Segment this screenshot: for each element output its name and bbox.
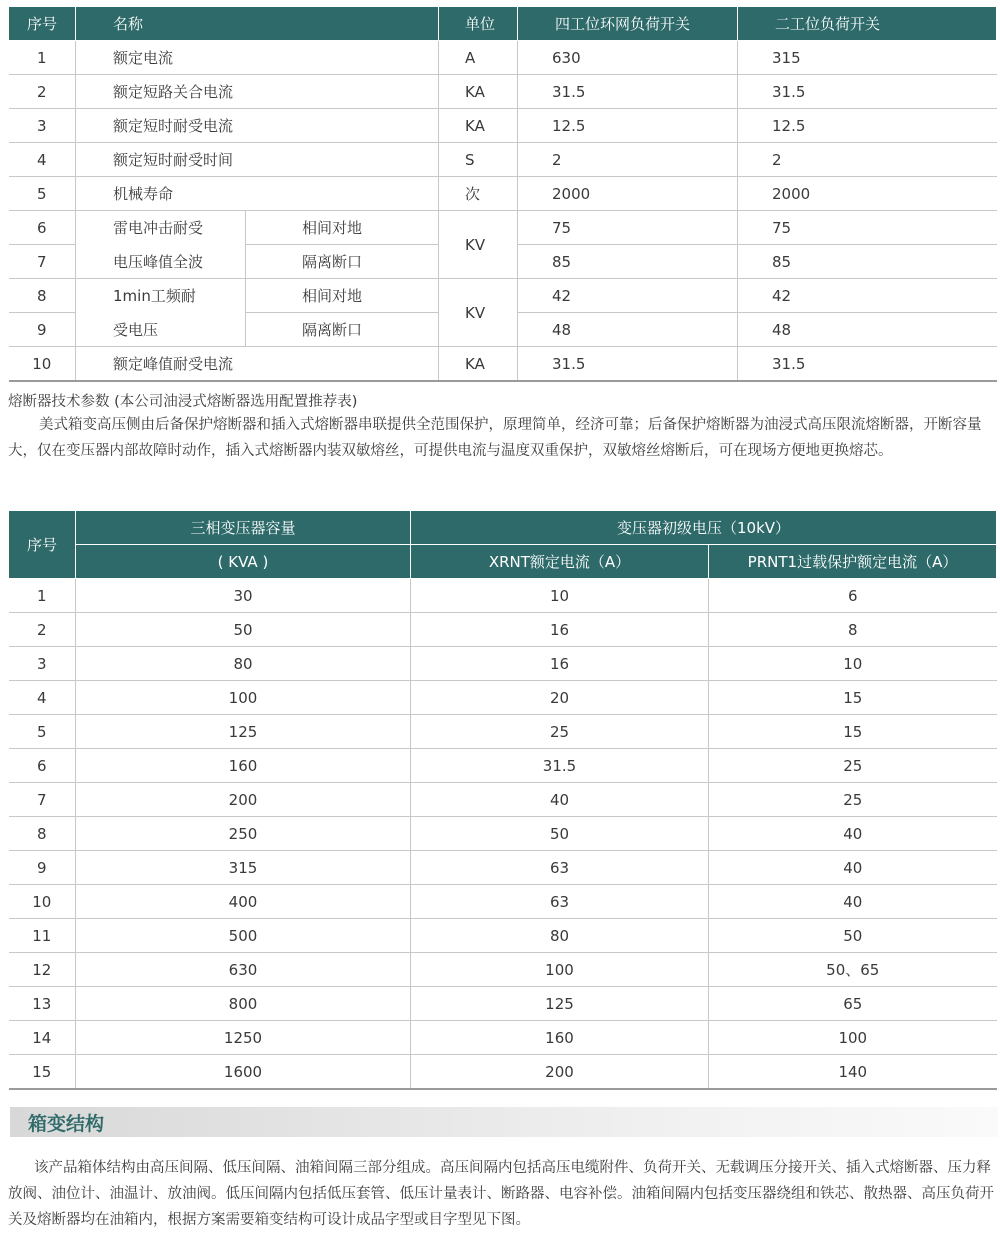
fuse-description: 美式箱变高压侧由后备保护熔断器和插入式熔断器串联提供全范围保护，原理简单，经济可靠；后备保护熔断器为油浸式高压限流熔断器，开断容量大，仅在变压器内部故障时动作，插入式熔断器内装双敏熔丝，可提供电流与温度双重保护，双敏熔丝熔断后，可在现场方便地更换熔芯。 [8, 417, 982, 459]
row-capacity: 500 [76, 919, 411, 953]
row-prnt-current: 140 [709, 1055, 997, 1090]
row-capacity: 30 [76, 579, 411, 613]
row-value-four: 31.5 [518, 347, 738, 382]
row-value-two: 42 [738, 279, 997, 313]
row-idx: 4 [9, 143, 76, 177]
table-row [9, 953, 997, 987]
row-value-four: 48 [518, 313, 738, 347]
header-idx: 序号 [9, 7, 76, 41]
row-idx: 13 [9, 987, 76, 1021]
row-xrnt-current: 63 [411, 851, 709, 885]
row-unit: KA [439, 347, 518, 382]
row-prnt-current: 40 [709, 885, 997, 919]
table-header-row [9, 545, 997, 579]
table-row [9, 279, 997, 313]
table-row [9, 817, 997, 851]
row-idx: 6 [9, 749, 76, 783]
row-idx: 14 [9, 1021, 76, 1055]
table-row [9, 681, 997, 715]
row-subname: 隔离断口 [246, 245, 439, 279]
row-capacity: 160 [76, 749, 411, 783]
row-value-two: 31.5 [738, 75, 997, 109]
table-row [9, 1021, 997, 1055]
row-value-two: 2000 [738, 177, 997, 211]
row-capacity: 50 [76, 613, 411, 647]
table-row [9, 1055, 997, 1090]
fuse-table-body [9, 579, 997, 1090]
fuse-section-title: 熔断器技术参数 (本公司油浸式熔断器选用配置推荐表) [8, 394, 358, 410]
header-capacity: 三相变压器容量 [76, 511, 411, 545]
table-row [9, 347, 997, 382]
row-name: 机械寿命 [76, 177, 439, 211]
table-row [9, 579, 997, 613]
row-value-four: 75 [518, 211, 738, 245]
row-value-four: 85 [518, 245, 738, 279]
table-row [9, 177, 997, 211]
table-row [9, 851, 997, 885]
section-title: 箱变结构 [28, 1113, 105, 1135]
row-idx: 10 [9, 885, 76, 919]
fuse-rating-table [8, 510, 997, 1090]
row-idx: 12 [9, 953, 76, 987]
row-xrnt-current: 31.5 [411, 749, 709, 783]
structure-description: 该产品箱体结构由高压间隔、低压间隔、油箱间隔三部分组成。高压间隔内包括高压电缆附件、负荷开关、无载调压分接开关、插入式熔断器、压力释放阀、油位计、油温计、放油阀。低压间隔内包括低压套管、低压计量表计、断路器、电容补偿。油箱间隔内包括变压器绕组和铁芯、散热器、高压负荷开关及熔断器均在油箱内，根据方案需要箱变结构可设计成品字型或目字型见下图。 [8, 1160, 994, 1228]
row-xrnt-current: 80 [411, 919, 709, 953]
row-name: 电压峰值全波 [76, 245, 246, 279]
row-name: 1min工频耐 [76, 279, 246, 313]
row-value-four: 2 [518, 143, 738, 177]
row-value-two: 48 [738, 313, 997, 347]
header-primary-voltage: 变压器初级电压（10kV） [411, 511, 997, 545]
row-xrnt-current: 160 [411, 1021, 709, 1055]
row-prnt-current: 50、65 [709, 953, 997, 987]
row-prnt-current: 8 [709, 613, 997, 647]
row-xrnt-current: 100 [411, 953, 709, 987]
row-idx: 4 [9, 681, 76, 715]
row-prnt-current: 65 [709, 987, 997, 1021]
row-idx: 3 [9, 109, 76, 143]
row-idx: 5 [9, 715, 76, 749]
row-prnt-current: 25 [709, 749, 997, 783]
table-row [9, 143, 997, 177]
row-subname: 相间对地 [246, 211, 439, 245]
row-capacity: 125 [76, 715, 411, 749]
header-idx: 序号 [9, 511, 76, 579]
row-subname: 隔离断口 [246, 313, 439, 347]
row-prnt-current: 40 [709, 851, 997, 885]
header-xrnt-current: XRNT额定电流（A） [411, 545, 709, 579]
table-row [9, 749, 997, 783]
row-capacity: 80 [76, 647, 411, 681]
row-unit: KV [439, 211, 518, 279]
table-row [9, 75, 997, 109]
row-value-two: 75 [738, 211, 997, 245]
row-name: 受电压 [76, 313, 246, 347]
row-value-two: 31.5 [738, 347, 997, 382]
section-header-bar [10, 1107, 998, 1137]
row-subname: 相间对地 [246, 279, 439, 313]
row-name: 额定短时耐受电流 [76, 109, 439, 143]
row-xrnt-current: 63 [411, 885, 709, 919]
row-prnt-current: 6 [709, 579, 997, 613]
row-unit: A [439, 41, 518, 75]
table-row [9, 987, 997, 1021]
row-idx: 8 [9, 817, 76, 851]
row-idx: 5 [9, 177, 76, 211]
row-xrnt-current: 16 [411, 647, 709, 681]
row-idx: 9 [9, 313, 76, 347]
row-xrnt-current: 50 [411, 817, 709, 851]
row-capacity: 100 [76, 681, 411, 715]
row-xrnt-current: 25 [411, 715, 709, 749]
row-idx: 2 [9, 613, 76, 647]
row-value-four: 31.5 [518, 75, 738, 109]
table-row [9, 109, 997, 143]
row-idx: 15 [9, 1055, 76, 1090]
row-xrnt-current: 125 [411, 987, 709, 1021]
row-idx: 7 [9, 245, 76, 279]
header-name: 名称 [76, 7, 439, 41]
row-idx: 11 [9, 919, 76, 953]
row-capacity: 250 [76, 817, 411, 851]
row-capacity: 200 [76, 783, 411, 817]
table-header-row [9, 7, 997, 41]
row-idx: 10 [9, 347, 76, 382]
row-capacity: 1250 [76, 1021, 411, 1055]
row-value-four: 42 [518, 279, 738, 313]
table-header-row [9, 511, 997, 545]
row-idx: 1 [9, 579, 76, 613]
header-prnt-current: PRNT1过载保护额定电流（A） [709, 545, 997, 579]
table-row [9, 715, 997, 749]
row-value-two: 12.5 [738, 109, 997, 143]
header-unit: 单位 [439, 7, 518, 41]
row-prnt-current: 100 [709, 1021, 997, 1055]
row-xrnt-current: 200 [411, 1055, 709, 1090]
header-capacity-unit: ( KVA ) [76, 545, 411, 579]
load-switch-spec-table [8, 6, 997, 382]
header-four-position: 四工位环网负荷开关 [518, 7, 738, 41]
row-name: 额定短时耐受时间 [76, 143, 439, 177]
row-idx: 6 [9, 211, 76, 245]
row-idx: 3 [9, 647, 76, 681]
row-capacity: 315 [76, 851, 411, 885]
row-idx: 8 [9, 279, 76, 313]
table-row [9, 41, 997, 75]
row-idx: 9 [9, 851, 76, 885]
header-two-position: 二工位负荷开关 [738, 7, 997, 41]
row-prnt-current: 50 [709, 919, 997, 953]
row-capacity: 400 [76, 885, 411, 919]
row-unit: S [439, 143, 518, 177]
row-xrnt-current: 40 [411, 783, 709, 817]
row-unit: KA [439, 109, 518, 143]
row-idx: 2 [9, 75, 76, 109]
row-name: 额定短路关合电流 [76, 75, 439, 109]
table-row [9, 919, 997, 953]
row-xrnt-current: 10 [411, 579, 709, 613]
table-row [9, 613, 997, 647]
row-xrnt-current: 16 [411, 613, 709, 647]
row-prnt-current: 25 [709, 783, 997, 817]
row-unit: KV [439, 279, 518, 347]
row-value-two: 2 [738, 143, 997, 177]
row-value-four: 12.5 [518, 109, 738, 143]
row-capacity: 630 [76, 953, 411, 987]
row-unit: KA [439, 75, 518, 109]
row-value-two: 85 [738, 245, 997, 279]
row-value-four: 630 [518, 41, 738, 75]
row-prnt-current: 40 [709, 817, 997, 851]
row-capacity: 1600 [76, 1055, 411, 1090]
row-capacity: 800 [76, 987, 411, 1021]
row-idx: 7 [9, 783, 76, 817]
table-row [9, 647, 997, 681]
table-row [9, 885, 997, 919]
row-prnt-current: 10 [709, 647, 997, 681]
row-prnt-current: 15 [709, 681, 997, 715]
row-name: 额定电流 [76, 41, 439, 75]
row-idx: 1 [9, 41, 76, 75]
row-value-four: 2000 [518, 177, 738, 211]
row-unit: 次 [439, 177, 518, 211]
row-name: 雷电冲击耐受 [76, 211, 246, 245]
row-xrnt-current: 20 [411, 681, 709, 715]
table-row [9, 211, 997, 245]
row-prnt-current: 15 [709, 715, 997, 749]
table-row [9, 783, 997, 817]
row-value-two: 315 [738, 41, 997, 75]
row-name: 额定峰值耐受电流 [76, 347, 439, 382]
